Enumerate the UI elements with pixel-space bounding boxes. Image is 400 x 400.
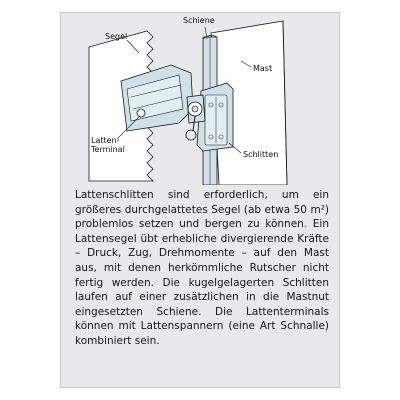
label-segel: Segel (105, 32, 128, 41)
info-panel (60, 12, 340, 388)
label-schiene: Schiene (183, 16, 215, 25)
batten-car-illustration (61, 13, 341, 185)
label-latten-terminal-1: Latten- (91, 136, 120, 145)
label-mast: Mast (253, 64, 273, 73)
label-schlitten: Schlitten (243, 150, 279, 159)
label-latten-terminal-2: Terminal (91, 145, 125, 154)
pin-ring-shape (186, 130, 196, 140)
description-paragraph: Lattenschlitten sind erforderlich, um ein größeres durchgelattetes Segel (ab etwa 50 m²) problemlos setzen und bergen zu können. Ein Lattensegel übt erhebliche divergierende Kräfte – Druck, Zug, Drehmomente – auf den Mast aus, mit denen herkömmliche Rutscher nicht fertig werden. Die kugelgelagerten Schlitten laufen auf einer zusätzlichen in die Mastnut eingesetzten Schiene. Die Lattenterminals können mit Lattenspannern (eine Art Schnalle) kombiniert sein. (75, 189, 329, 347)
